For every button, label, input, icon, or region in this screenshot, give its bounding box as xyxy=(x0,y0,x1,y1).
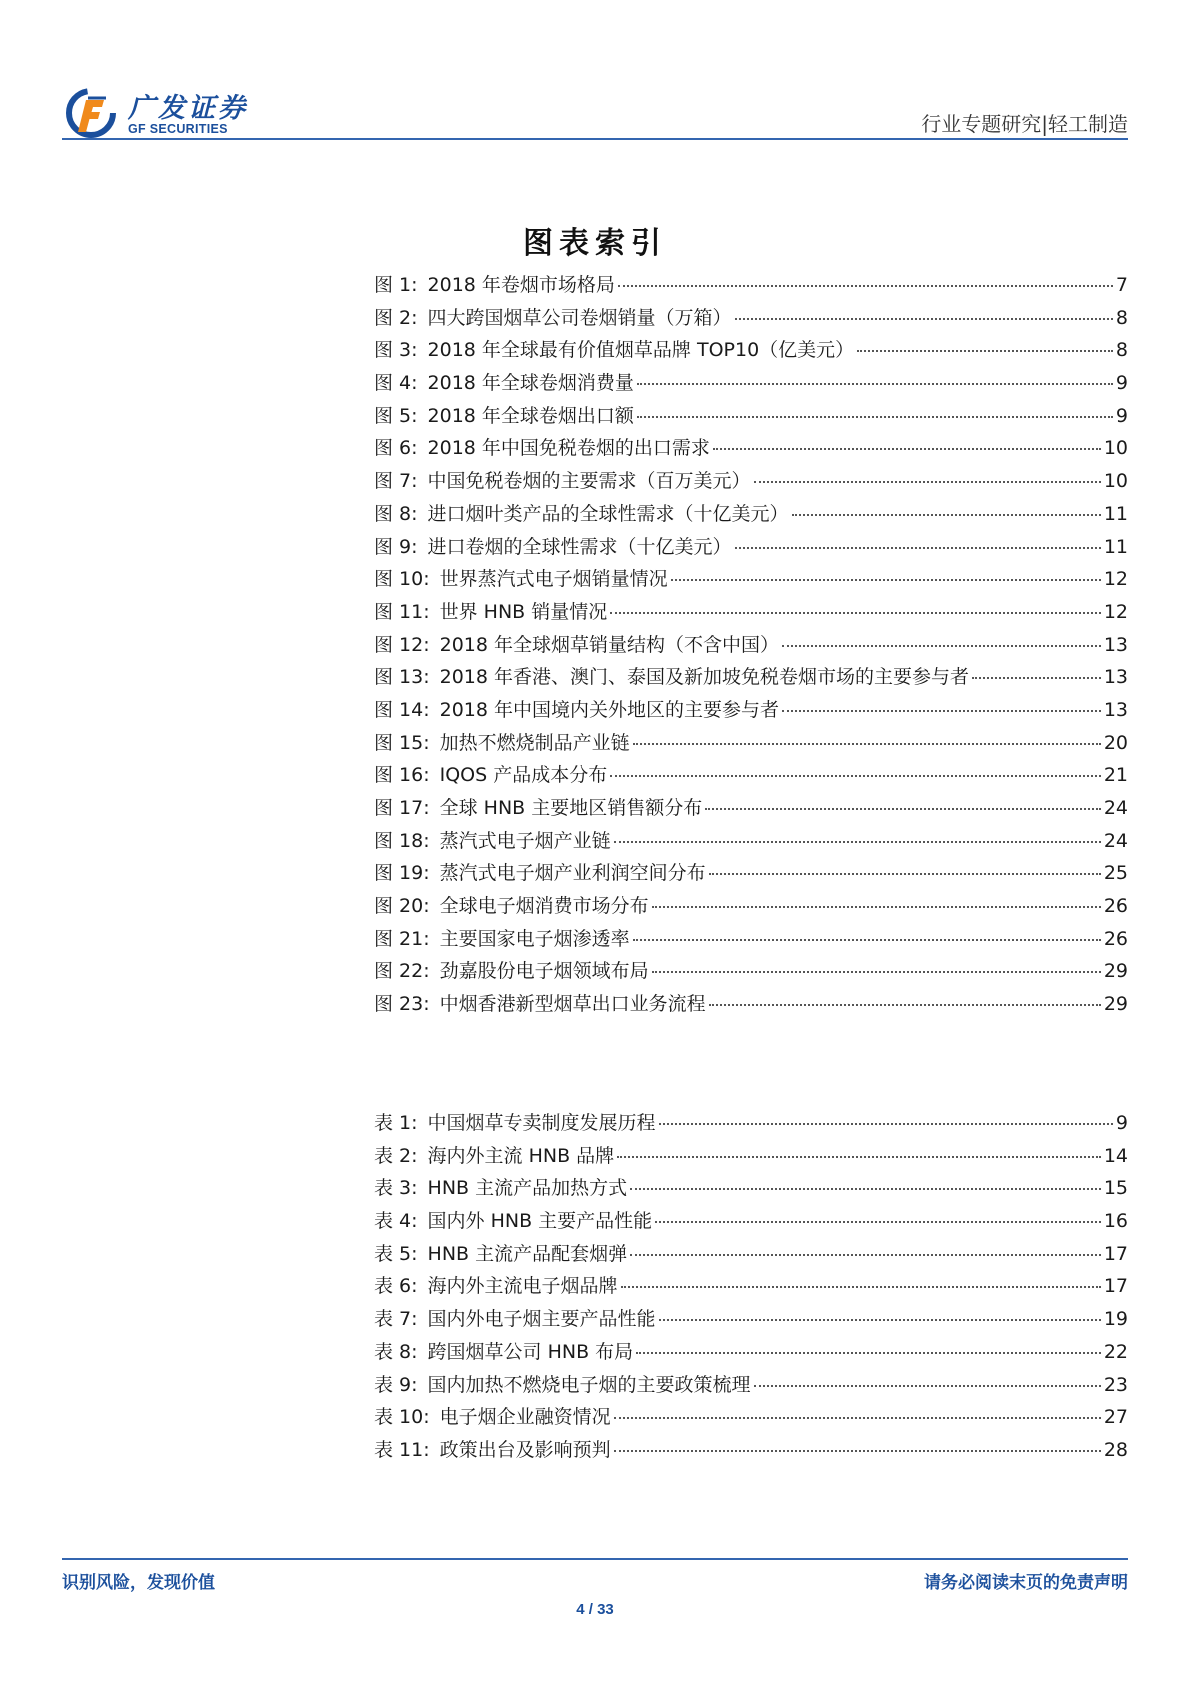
dot-leader xyxy=(782,645,1101,647)
table-index-entry[interactable] xyxy=(374,1141,1128,1174)
entry-page: 25 xyxy=(1103,862,1128,885)
entry-label: 世界 HNB 销量情况 xyxy=(439,600,608,623)
dot-leader xyxy=(705,808,1101,810)
dot-leader xyxy=(630,1188,1101,1190)
entry-label: 蒸汽式电子烟产业利润空间分布 xyxy=(439,862,706,885)
entry-label: HNB 主流产品配套烟弹 xyxy=(427,1242,628,1265)
figure-index-entry[interactable] xyxy=(374,270,1128,303)
entry-number: 图 2: xyxy=(374,306,418,329)
figure-index-entry[interactable] xyxy=(374,433,1128,466)
entry-number: 图 10: xyxy=(374,568,430,591)
figure-index-entry[interactable] xyxy=(374,989,1128,1022)
entry-page: 24 xyxy=(1103,797,1128,819)
table-index-entry[interactable] xyxy=(374,1304,1128,1337)
entry-number: 图 12: xyxy=(374,633,430,656)
entry-number: 表 7: xyxy=(374,1308,418,1331)
dot-leader xyxy=(709,1004,1101,1006)
dot-leader xyxy=(857,350,1113,352)
figure-index-entry[interactable] xyxy=(374,793,1128,826)
entry-label: 加热不燃烧制品产业链 xyxy=(439,731,630,754)
entry-label: 全球电子烟消费市场分布 xyxy=(439,895,649,918)
entry-page: 16 xyxy=(1103,1210,1128,1233)
entry-label: 中国烟草专卖制度发展历程 xyxy=(427,1112,656,1134)
entry-label: 国内外 HNB 主要产品性能 xyxy=(427,1210,653,1233)
dot-leader xyxy=(621,1286,1101,1288)
figure-index-entry[interactable] xyxy=(374,826,1128,859)
dot-leader xyxy=(633,939,1101,941)
header-rule xyxy=(62,138,1128,140)
entry-number: 图 9: xyxy=(374,535,418,558)
figure-index-list xyxy=(374,270,1128,1022)
entry-label: 政策出台及影响预判 xyxy=(439,1438,611,1461)
entry-number: 图 8: xyxy=(374,502,418,525)
entry-page: 8 xyxy=(1115,306,1128,329)
entry-number: 表 11: xyxy=(374,1438,430,1461)
entry-number: 表 2: xyxy=(374,1144,418,1167)
gf-logo-icon xyxy=(66,88,116,138)
entry-page: 19 xyxy=(1103,1308,1128,1331)
entry-page: 7 xyxy=(1115,274,1128,296)
entry-page: 26 xyxy=(1103,927,1128,950)
table-index-entry[interactable] xyxy=(374,1173,1128,1206)
figure-index-entry[interactable] xyxy=(374,401,1128,434)
entry-number: 图 14: xyxy=(374,698,430,721)
figure-index-entry[interactable] xyxy=(374,728,1128,761)
entry-label: 全球 HNB 主要地区销售额分布 xyxy=(439,797,703,819)
figure-index-entry[interactable] xyxy=(374,564,1128,597)
page-number: 4 / 33 xyxy=(576,1601,614,1618)
entry-label: 蒸汽式电子烟产业链 xyxy=(439,829,611,852)
entry-label: 2018 年全球卷烟出口额 xyxy=(427,404,634,427)
dot-leader xyxy=(972,677,1101,679)
entry-page: 10 xyxy=(1103,437,1128,460)
entry-label: 海内外主流电子烟品牌 xyxy=(427,1275,618,1298)
table-index-entry[interactable] xyxy=(374,1206,1128,1239)
dot-leader xyxy=(614,841,1101,843)
entry-label: 进口卷烟的全球性需求（十亿美元） xyxy=(427,535,732,558)
entry-number: 表 9: xyxy=(374,1373,418,1396)
dot-leader xyxy=(782,710,1101,712)
figure-index-entry[interactable] xyxy=(374,891,1128,924)
entry-page: 27 xyxy=(1103,1406,1128,1429)
entry-label: HNB 主流产品加热方式 xyxy=(427,1177,628,1200)
entry-number: 图 18: xyxy=(374,829,430,852)
entry-number: 表 10: xyxy=(374,1406,430,1429)
figure-index-entry[interactable] xyxy=(374,335,1128,368)
dot-leader xyxy=(630,1254,1101,1256)
entry-number: 图 15: xyxy=(374,731,430,754)
figure-index-entry[interactable] xyxy=(374,695,1128,728)
entry-page: 26 xyxy=(1103,895,1128,918)
entry-number: 图 21: xyxy=(374,927,430,950)
figure-index-entry[interactable] xyxy=(374,466,1128,499)
entry-label: 国内外电子烟主要产品性能 xyxy=(427,1308,656,1331)
entry-number: 图 6: xyxy=(374,437,418,460)
entry-page: 10 xyxy=(1103,470,1128,493)
dot-leader xyxy=(671,579,1101,581)
entry-label: 主要国家电子烟渗透率 xyxy=(439,927,630,950)
figure-index-entry[interactable] xyxy=(374,662,1128,695)
dot-leader xyxy=(655,1221,1101,1223)
figure-index-entry[interactable] xyxy=(374,924,1128,957)
entry-page: 21 xyxy=(1103,764,1128,787)
dot-leader xyxy=(709,873,1101,875)
dot-leader xyxy=(618,285,1113,287)
entry-number: 图 16: xyxy=(374,764,430,787)
figure-index-entry[interactable] xyxy=(374,760,1128,793)
dot-leader xyxy=(754,1385,1101,1387)
entry-number: 图 5: xyxy=(374,404,418,427)
entry-number: 表 8: xyxy=(374,1340,418,1363)
entry-label: 跨国烟草公司 HNB 布局 xyxy=(427,1340,634,1363)
figure-index-entry[interactable] xyxy=(374,597,1128,630)
entry-number: 图 13: xyxy=(374,666,430,689)
entry-page: 9 xyxy=(1115,404,1128,427)
entry-label: 2018 年卷烟市场格局 xyxy=(427,274,615,296)
entry-number: 表 3: xyxy=(374,1177,418,1200)
dot-leader xyxy=(659,1319,1101,1321)
figure-index-entry[interactable] xyxy=(374,630,1128,663)
entry-label: 2018 年香港、澳门、泰国及新加坡免税卷烟市场的主要参与者 xyxy=(439,666,970,689)
dot-leader xyxy=(610,775,1101,777)
entry-page: 8 xyxy=(1115,339,1128,362)
dot-leader xyxy=(735,318,1113,320)
entry-label: 2018 年中国免税卷烟的出口需求 xyxy=(427,437,710,460)
page-title: 图表索引 xyxy=(523,226,667,261)
entry-page: 9 xyxy=(1115,1112,1128,1134)
entry-label: 2018 年全球最有价值烟草品牌 TOP10（亿美元） xyxy=(427,339,855,362)
figure-index-entry[interactable] xyxy=(374,858,1128,891)
figure-index-entry[interactable] xyxy=(374,499,1128,532)
dot-leader xyxy=(614,1417,1101,1419)
entry-number: 图 19: xyxy=(374,862,430,885)
table-index-entry[interactable] xyxy=(374,1108,1128,1141)
entry-label: 2018 年全球烟草销量结构（不含中国） xyxy=(439,633,780,656)
page-header xyxy=(62,84,1128,144)
table-index-list xyxy=(374,1108,1128,1468)
entry-page: 23 xyxy=(1103,1373,1128,1396)
entry-page: 13 xyxy=(1103,633,1128,656)
table-index-entry[interactable] xyxy=(374,1435,1128,1468)
entry-number: 图 22: xyxy=(374,960,430,983)
dot-leader xyxy=(637,383,1113,385)
entry-number: 表 1: xyxy=(374,1112,418,1134)
dot-leader xyxy=(754,481,1101,483)
dot-leader xyxy=(792,514,1101,516)
entry-number: 表 6: xyxy=(374,1275,418,1298)
entry-label: 电子烟企业融资情况 xyxy=(439,1406,611,1429)
entry-page: 17 xyxy=(1103,1242,1128,1265)
entry-number: 图 4: xyxy=(374,372,418,395)
table-index-entry[interactable] xyxy=(374,1271,1128,1304)
entry-number: 图 20: xyxy=(374,895,430,918)
entry-page: 13 xyxy=(1103,698,1128,721)
entry-page: 17 xyxy=(1103,1275,1128,1298)
entry-number: 图 17: xyxy=(374,797,430,819)
entry-label: 世界蒸汽式电子烟销量情况 xyxy=(439,568,668,591)
entry-page: 22 xyxy=(1103,1340,1128,1363)
entry-label: 进口烟叶类产品的全球性需求（十亿美元） xyxy=(427,502,789,525)
report-type: 行业专题研究|轻工制造 xyxy=(921,112,1128,136)
entry-number: 表 5: xyxy=(374,1242,418,1265)
footer-disclaimer[interactable]: 请务必阅读末页的免责声明 xyxy=(924,1573,1128,1593)
table-index-entry[interactable] xyxy=(374,1370,1128,1403)
entry-page: 14 xyxy=(1103,1144,1128,1167)
entry-page: 11 xyxy=(1103,535,1128,558)
dot-leader xyxy=(659,1123,1113,1125)
figure-index-entry[interactable] xyxy=(374,532,1128,565)
dot-leader xyxy=(636,1352,1101,1354)
entry-page: 13 xyxy=(1103,666,1128,689)
entry-label: 国内加热不燃烧电子烟的主要政策梳理 xyxy=(427,1373,751,1396)
entry-page: 9 xyxy=(1115,372,1128,395)
dot-leader xyxy=(614,1450,1101,1452)
dot-leader xyxy=(633,743,1101,745)
entry-label: IQOS 产品成本分布 xyxy=(439,764,608,787)
entry-page: 29 xyxy=(1103,960,1128,983)
footer-rule xyxy=(62,1558,1128,1560)
logo-chinese-name: 广发证券 xyxy=(128,93,248,124)
dot-leader xyxy=(617,1156,1101,1158)
entry-number: 图 7: xyxy=(374,470,418,493)
figure-index-entry[interactable] xyxy=(374,956,1128,989)
entry-label: 2018 年中国境内关外地区的主要参与者 xyxy=(439,698,780,721)
logo-english-name: GF SECURITIES xyxy=(128,122,228,136)
entry-page: 12 xyxy=(1103,568,1128,591)
entry-number: 图 1: xyxy=(374,274,418,296)
entry-page: 12 xyxy=(1103,600,1128,623)
table-index-entry[interactable] xyxy=(374,1402,1128,1435)
dot-leader xyxy=(610,612,1101,614)
dot-leader xyxy=(735,547,1101,549)
table-index-entry[interactable] xyxy=(374,1337,1128,1370)
dot-leader xyxy=(713,448,1101,450)
dot-leader xyxy=(652,971,1101,973)
entry-label: 海内外主流 HNB 品牌 xyxy=(427,1144,615,1167)
entry-page: 11 xyxy=(1103,502,1128,525)
entry-label: 中国免税卷烟的主要需求（百万美元） xyxy=(427,470,751,493)
entry-label: 四大跨国烟草公司卷烟销量（万箱） xyxy=(427,306,732,329)
entry-number: 图 3: xyxy=(374,339,418,362)
table-index-entry[interactable] xyxy=(374,1239,1128,1272)
entry-page: 15 xyxy=(1103,1177,1128,1200)
dot-leader xyxy=(652,906,1101,908)
entry-page: 20 xyxy=(1103,731,1128,754)
entry-label: 2018 年全球卷烟消费量 xyxy=(427,372,634,395)
entry-number: 图 23: xyxy=(374,993,430,1016)
gf-securities-logo xyxy=(62,84,322,140)
figure-index-entry[interactable] xyxy=(374,303,1128,336)
footer-slogan: 识别风险，发现价值 xyxy=(62,1573,215,1593)
dot-leader xyxy=(637,416,1113,418)
entry-label: 中烟香港新型烟草出口业务流程 xyxy=(439,993,706,1016)
entry-number: 图 11: xyxy=(374,600,430,623)
entry-page: 29 xyxy=(1103,993,1128,1016)
entry-number: 表 4: xyxy=(374,1210,418,1233)
figure-index-entry[interactable] xyxy=(374,368,1128,401)
entry-page: 24 xyxy=(1103,829,1128,852)
entry-page: 28 xyxy=(1103,1438,1128,1461)
entry-label: 劲嘉股份电子烟领域布局 xyxy=(439,960,649,983)
